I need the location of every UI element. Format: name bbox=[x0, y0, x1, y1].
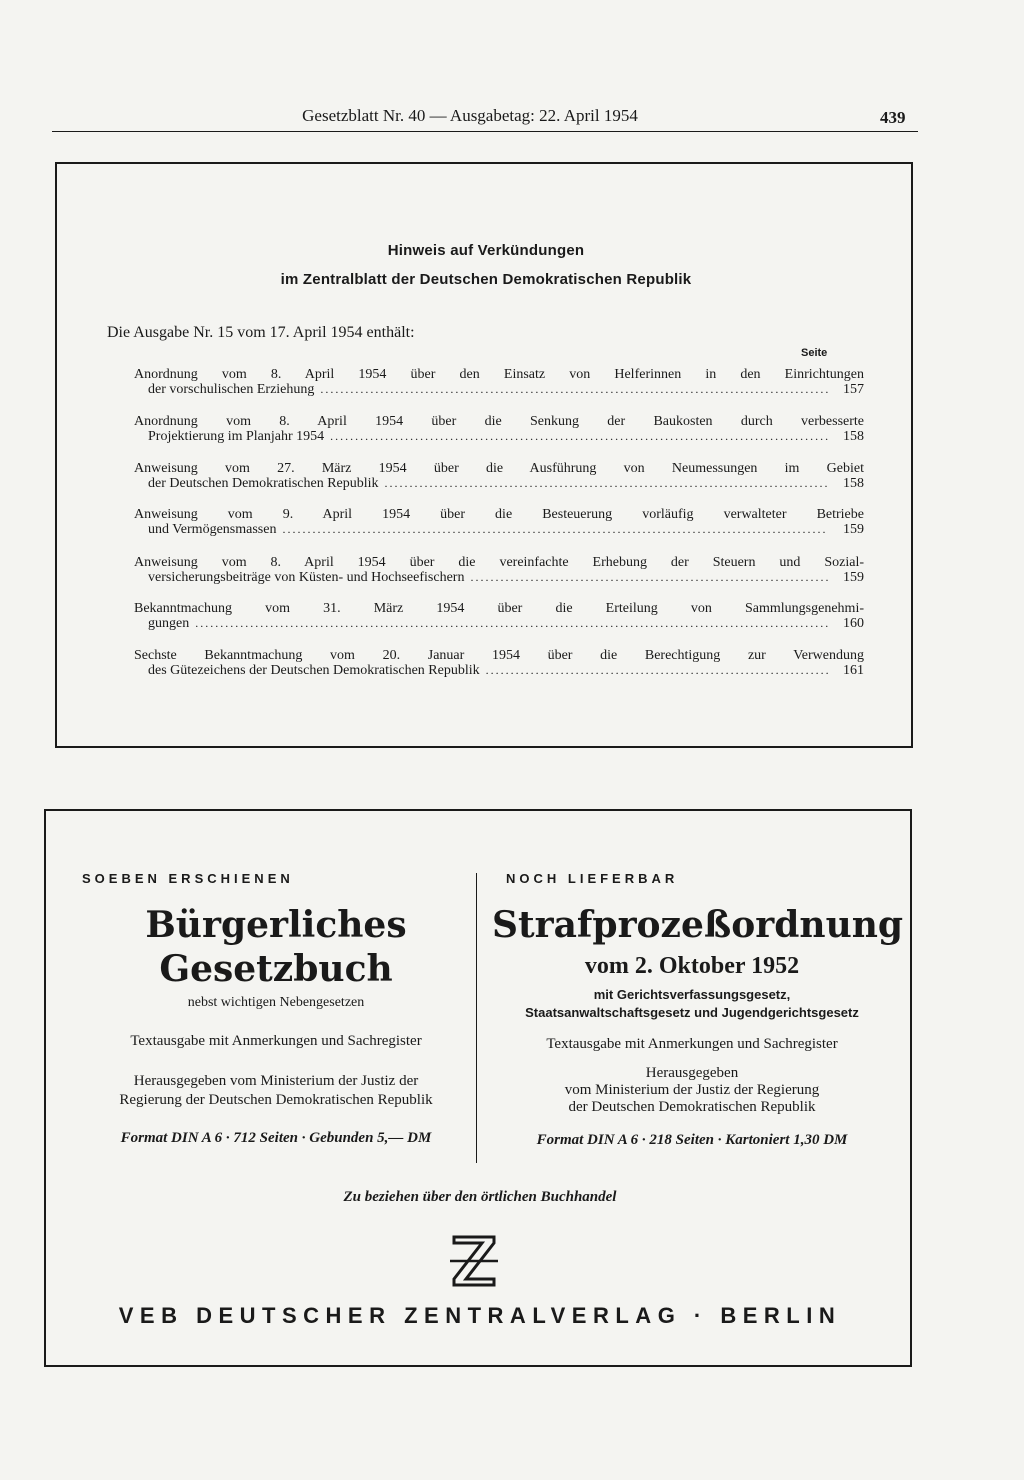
leader-dots bbox=[486, 663, 828, 678]
entry-page: 157 bbox=[843, 382, 864, 397]
entry-line2: und Vermögensmassen bbox=[148, 522, 277, 537]
entry-line2: versicherungsbeiträge von Küsten- und Hochseefischern bbox=[148, 570, 465, 585]
leader-dots bbox=[470, 570, 828, 585]
right-edition: Textausgabe mit Anmerkungen und Sachregister bbox=[546, 1036, 838, 1052]
entry-page: 159 bbox=[843, 570, 864, 585]
publisher-logo-icon bbox=[446, 1231, 502, 1296]
right-publisher-line1: Herausgegeben bbox=[645, 1065, 739, 1081]
header-rule bbox=[52, 131, 918, 132]
right-publisher-line2: vom Ministerium der Justiz der Regierung bbox=[564, 1082, 820, 1098]
left-publisher-line1: Herausgegeben vom Ministerium der Justiz der bbox=[133, 1073, 419, 1089]
leader-dots bbox=[320, 382, 828, 397]
right-sub-line1: mit Gerichtsverfassungsgesetz, bbox=[593, 987, 791, 1002]
entry-line1: Anweisung vom 8. April 1954 über die vereinfachte Erhebung der Steuern und Sozial- bbox=[134, 555, 864, 570]
leader-dots bbox=[282, 522, 828, 537]
list-item bbox=[134, 414, 864, 444]
entry-page: 158 bbox=[843, 476, 864, 491]
availability-note: Zu beziehen über den örtlichen Buchhandel bbox=[343, 1189, 617, 1205]
right-publisher-line3: der Deutschen Demokratischen Republik bbox=[568, 1099, 816, 1115]
column-divider bbox=[476, 873, 477, 1163]
entry-page: 161 bbox=[843, 663, 864, 678]
list-item bbox=[134, 555, 864, 585]
publisher-name: VEB DEUTSCHER ZENTRALVERLAG · BERLIN bbox=[118, 1303, 842, 1328]
entry-line1: Bekanntmachung vom 31. März 1954 über die Erteilung von Sammlungsgenehmi- bbox=[134, 601, 864, 616]
entry-line2: des Gütezeichens der Deutschen Demokratischen Republik bbox=[148, 663, 480, 678]
left-edition: Textausgabe mit Anmerkungen und Sachregister bbox=[130, 1033, 422, 1049]
header-title: Gesetzblatt Nr. 40 — Ausgabetag: 22. April 1954 bbox=[302, 106, 638, 125]
leader-dots bbox=[195, 616, 828, 631]
entry-page: 159 bbox=[843, 522, 864, 537]
left-book-title-line2: Gesetzbuch bbox=[159, 948, 393, 990]
issue-intro: Die Ausgabe Nr. 15 vom 17. April 1954 enthält: bbox=[107, 324, 415, 341]
page-column-label: Seite bbox=[801, 347, 828, 359]
entry-line2: der vorschulischen Erziehung bbox=[148, 382, 315, 397]
right-kicker: NOCH LIEFERBAR bbox=[506, 871, 679, 886]
entry-page: 158 bbox=[843, 429, 864, 444]
leader-dots bbox=[385, 476, 828, 491]
advertisement-box bbox=[44, 809, 912, 1367]
entry-line1: Anweisung vom 27. März 1954 über die Ausführung von Neumessungen im Gebiet bbox=[134, 461, 864, 476]
right-book-title: Strafprozeßordnung bbox=[492, 904, 904, 946]
list-item bbox=[134, 367, 864, 397]
entry-line1: Sechste Bekanntmachung vom 20. Januar 1954 über die Berechtigung zur Verwendung bbox=[134, 648, 864, 663]
right-book-date: vom 2. Oktober 1952 bbox=[584, 953, 800, 979]
entry-line2: der Deutschen Demokratischen Republik bbox=[148, 476, 379, 491]
entry-line1: Anordnung vom 8. April 1954 über den Einsatz von Helferinnen in den Einrichtungen bbox=[134, 367, 864, 382]
notice-box bbox=[55, 162, 913, 748]
list-item bbox=[134, 507, 864, 537]
notice-heading-line1: Hinweis auf Verkündungen bbox=[387, 242, 585, 259]
right-sub-line2: Staatsanwaltschaftsgesetz und Jugendgerichtsgesetz bbox=[525, 1005, 859, 1020]
notice-heading-line2: im Zentralblatt der Deutschen Demokratischen Republik bbox=[280, 271, 692, 288]
entry-line1: Anordnung vom 8. April 1954 über die Senkung der Baukosten durch verbesserte bbox=[134, 414, 864, 429]
list-item bbox=[134, 601, 864, 631]
entry-line2: Projektierung im Planjahr 1954 bbox=[148, 429, 325, 444]
list-item bbox=[134, 648, 864, 678]
left-subtitle: nebst wichtigen Nebengesetzen bbox=[187, 995, 365, 1010]
left-kicker: SOEBEN ERSCHIENEN bbox=[82, 871, 294, 886]
page-number: 439 bbox=[880, 108, 906, 127]
entry-line1: Anweisung vom 9. April 1954 über die Besteuerung vorläufig verwalteter Betriebe bbox=[134, 507, 864, 522]
entry-line2: gungen bbox=[148, 616, 190, 631]
entry-page: 160 bbox=[843, 616, 864, 631]
right-format: Format DIN A 6 · 218 Seiten · Kartoniert 1,30 DM bbox=[536, 1132, 848, 1148]
left-book-title-line1: Bürgerliches bbox=[145, 904, 407, 946]
leader-dots bbox=[330, 429, 828, 444]
left-format: Format DIN A 6 · 712 Seiten · Gebunden 5,— DM bbox=[120, 1130, 432, 1146]
left-publisher-line2: Regierung der Deutschen Demokratischen Republik bbox=[119, 1092, 433, 1108]
list-item bbox=[134, 461, 864, 491]
